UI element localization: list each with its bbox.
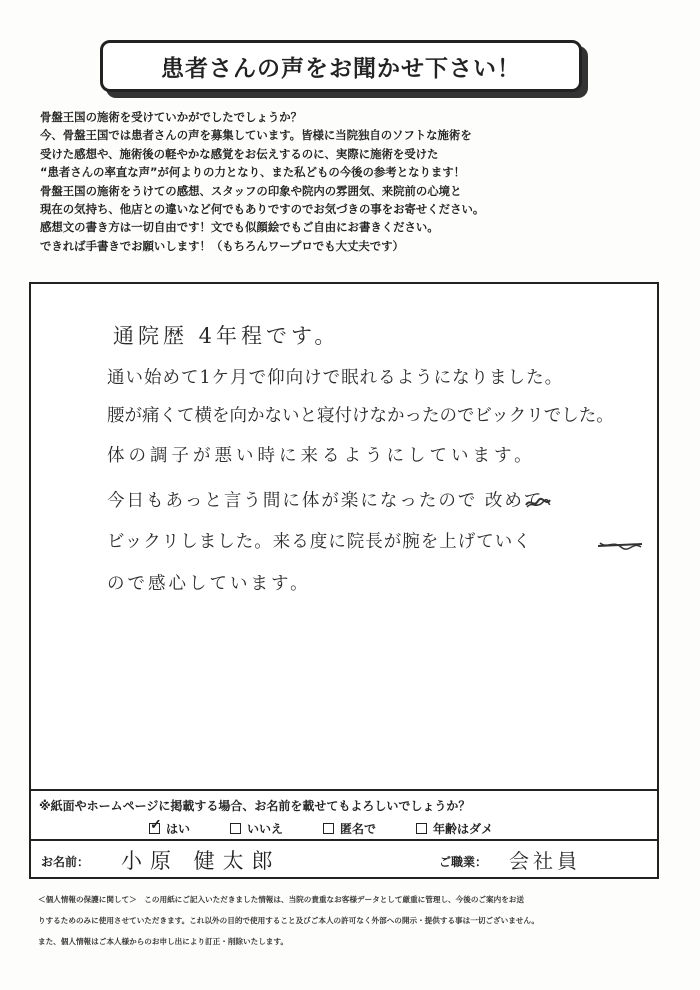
comment-line: 腰が痛くて横を向かないと寝付けなかったのでビックリでした。 [107, 406, 614, 426]
intro-line: 今、骨盤王国では患者さんの声を募集しています。皆様に当院独自のソフトな施術を [40, 128, 472, 143]
name-label: お名前： [41, 855, 90, 869]
page-title: 患者さんの声をお聞かせ下さい！ [161, 55, 521, 82]
comment-line: ビックリしました。来る度に院長が腕を上げていく [107, 532, 532, 552]
privacy-notice [38, 889, 678, 952]
comment-line: 通院歴 4年程です。 [113, 324, 340, 348]
job-label: ご職業： [439, 855, 488, 869]
comment-line: 通い始めて1ケ月で仰向けで眠れるようになりました。 [107, 368, 564, 388]
scribble-mark [597, 538, 643, 552]
privacy-line: ＜個人情報の保護に関して＞ この用紙にご記入いただきました情報は、当院の貴重なお客様データとして厳重に管理し、今後のご案内をお送 [38, 895, 524, 904]
option-yes[interactable] [149, 817, 191, 837]
comment-line: 体の調子が悪い時に来るようにしています。 [107, 446, 536, 466]
privacy-line: りするためのみに使用させていただきます。これ以外の目的で使用すること及びご本人の許可なく外部への開示・提供する事は一切ございません。 [38, 916, 540, 925]
intro-line: “患者さんの率直な声”が何よりの力となり、また私どもの今後の参考となります！ [40, 165, 466, 180]
checkbox-no-age[interactable] [416, 823, 427, 834]
checkbox-no[interactable] [230, 823, 241, 834]
intro-line: 骨盤王国の施術をうけての感想、スタッフの印象や院内の雰囲気、来院前の心境と [40, 183, 462, 198]
intro-line: 受けた感想や、施術後の軽やかな感覚をお伝えするのに、実際に施術を受けた [40, 146, 439, 161]
consent-options [149, 817, 533, 837]
checkbox-anonymous[interactable] [323, 823, 334, 834]
intro-line: 骨盤王国の施術を受けていかがでしたでしょうか？ [40, 110, 302, 124]
name-row [31, 839, 657, 877]
option-label: 年齢はダメ [433, 822, 494, 836]
feedback-form [29, 282, 659, 879]
comment-line: 今日もあっと言う間に体が楽になったので 改めて [107, 491, 544, 511]
option-no-age[interactable] [416, 820, 493, 837]
privacy-line: また、個人情報はご本人様からのお申し出により訂正・削除いたします。 [38, 937, 288, 946]
option-anonymous[interactable] [323, 820, 376, 837]
intro-line: 現在の気持ち、他店との違いなど何でもありですのでお気づきの事をお寄せください。 [40, 202, 485, 217]
comment-line: ので感心しています。 [107, 574, 311, 594]
checkbox-yes[interactable] [149, 817, 162, 834]
option-label: いいえ [247, 822, 284, 836]
intro-text [40, 108, 680, 255]
intro-line: できれば手書きでお願いします！（もちろんワープロでも大丈夫です） [40, 238, 404, 253]
comment-area[interactable] [31, 284, 657, 789]
consent-section [31, 789, 657, 839]
intro-line: 感想文の書き方は一切自由です！文でも似顔絵でもご自由にお書きください。 [40, 220, 439, 235]
title-box [100, 40, 582, 92]
job-field[interactable]: 会社員 [509, 849, 581, 873]
name-field[interactable]: 小原 健太郎 [121, 849, 281, 873]
option-label: 匿名で [340, 822, 377, 836]
option-label: はい [166, 822, 191, 836]
scribble-mark [525, 496, 551, 510]
option-no[interactable] [230, 820, 283, 837]
check-mark-icon: ✓ [150, 817, 162, 833]
consent-question: ※紙面やホームページに掲載する場合、お名前を載せてもよろしいでしょうか？ [39, 799, 471, 813]
